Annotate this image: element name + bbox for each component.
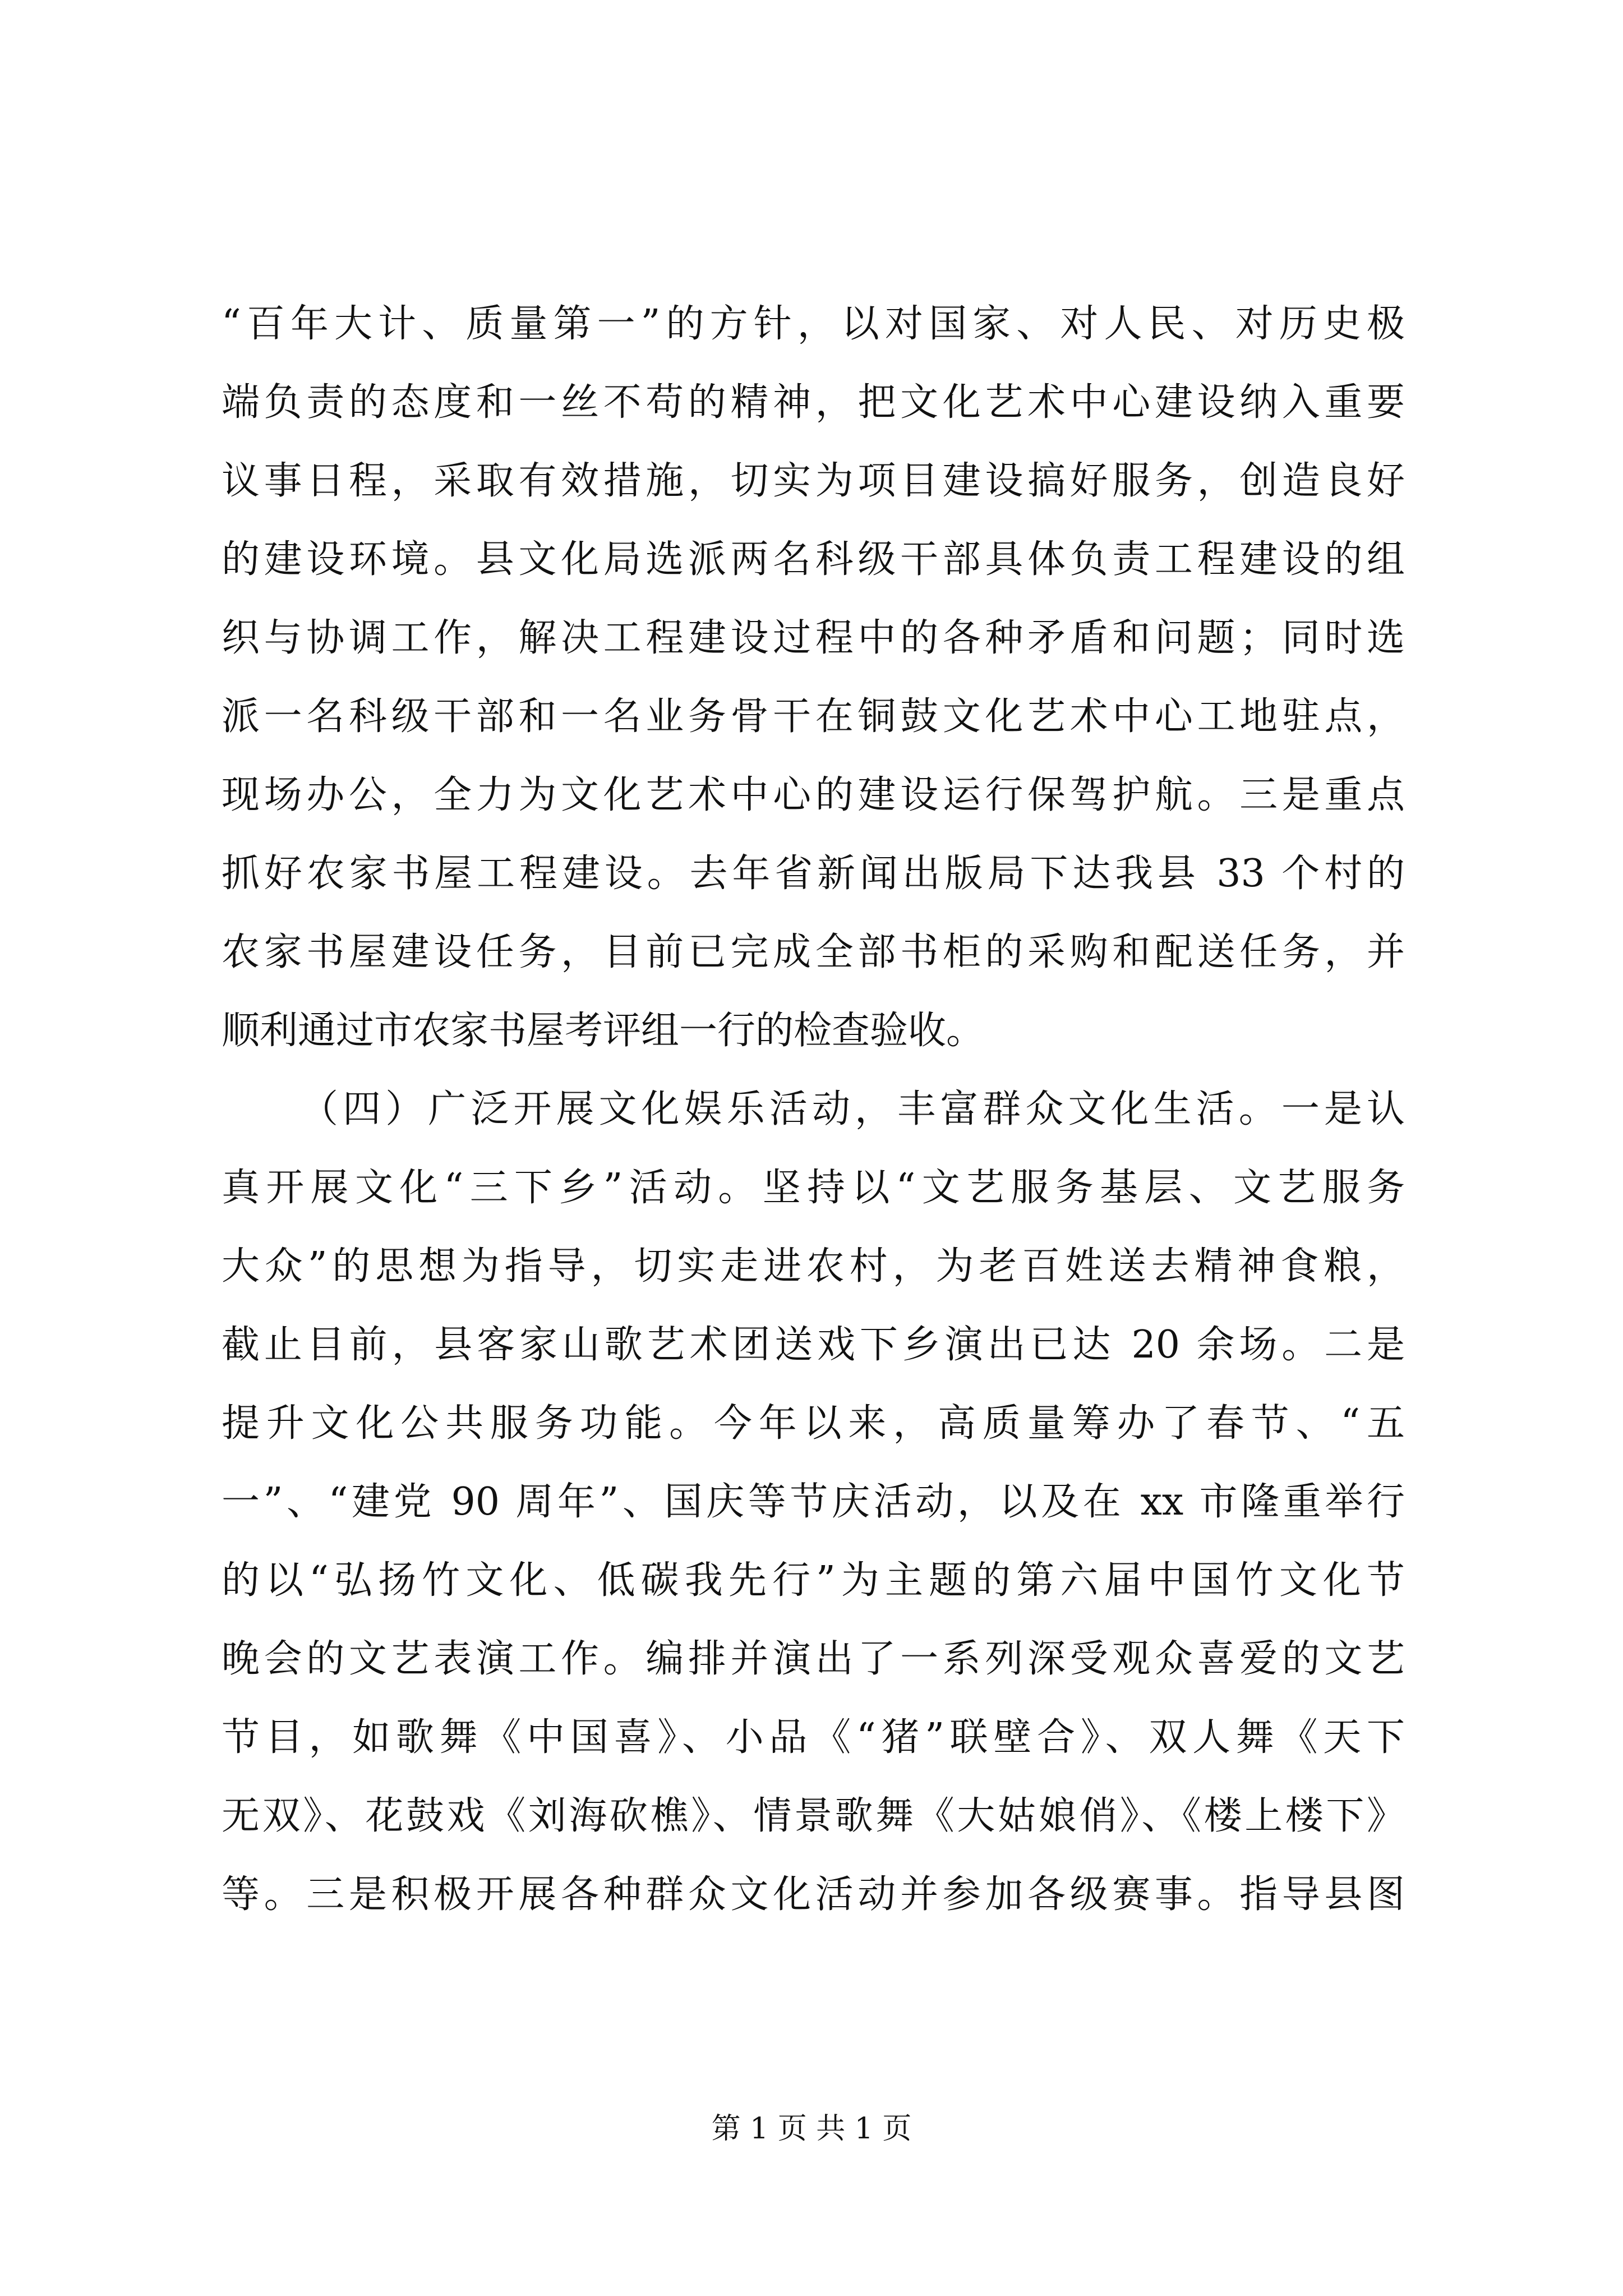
text-line: 节目，如歌舞《中国喜》、小品《“猪”联壁合》、双人舞《天下: [222, 1715, 1405, 1760]
text-line: 织与协调工作，解决工程建设过程中的各种矛盾和问题；同时选: [222, 616, 1405, 660]
paragraph: [222, 285, 1405, 1070]
text-line: 派一名科级干部和一名业务骨干在铜鼓文化艺术中心工地驻点，: [222, 694, 1405, 739]
text-line: 大众”的思想为指导，切实走进农村，为老百姓送去精神食粮，: [222, 1244, 1405, 1289]
text-line: 顺利通过市农家书屋考评组一行的检查验收。: [222, 1009, 985, 1053]
text-line: 端负责的态度和一丝不苟的精神，把文化艺术中心建设纳入重要: [222, 380, 1405, 425]
text-line: 的以“弘扬竹文化、低碳我先行”为主题的第六届中国竹文化节: [222, 1558, 1405, 1603]
text-line: 真开展文化“三下乡”活动。坚持以“文艺服务基层、文艺服务: [222, 1166, 1405, 1210]
text-line: 的建设环境。县文化局选派两名科级干部具体负责工程建设的组: [222, 537, 1405, 582]
text-line: 等。三是积极开展各种群众文化活动并参加各级赛事。指导县图: [222, 1872, 1405, 1917]
text-line: 现场办公，全力为文化艺术中心的建设运行保驾护航。三是重点: [222, 773, 1405, 817]
document-body: [222, 285, 1405, 1934]
text-line: 抓好农家书屋工程建设。去年省新闻出版局下达我县 33 个村的: [222, 852, 1405, 896]
text-line: 议事日程，采取有效措施，切实为项目建设搞好服务，创造良好: [222, 459, 1405, 503]
paragraph: [222, 1070, 1405, 1934]
page-number-footer: 第 1 页 共 1 页: [711, 2112, 912, 2146]
text-line: 一”、“建党 90 周年”、国庆等节庆活动，以及在 xx 市隆重举行: [222, 1480, 1405, 1524]
text-line: （四）广泛开展文化娱乐活动，丰富群众文化生活。一是认: [300, 1087, 1405, 1131]
text-line: “百年大计、质量第一”的方针，以对国家、对人民、对历史极: [222, 302, 1405, 346]
text-line: 截止目前，县客家山歌艺术团送戏下乡演出已达 20 余场。二是: [222, 1323, 1405, 1367]
text-line: 提升文化公共服务功能。今年以来，高质量筹办了春节、“五: [222, 1401, 1405, 1446]
text-line: 农家书屋建设任务，目前已完成全部书柜的采购和配送任务，并: [222, 930, 1405, 974]
text-line: 晚会的文艺表演工作。编排并演出了一系列深受观众喜爱的文艺: [222, 1637, 1405, 1681]
text-line: 无双》、花鼓戏《刘海砍樵》、情景歌舞《大姑娘俏》、《楼上楼下》: [222, 1794, 1405, 1838]
